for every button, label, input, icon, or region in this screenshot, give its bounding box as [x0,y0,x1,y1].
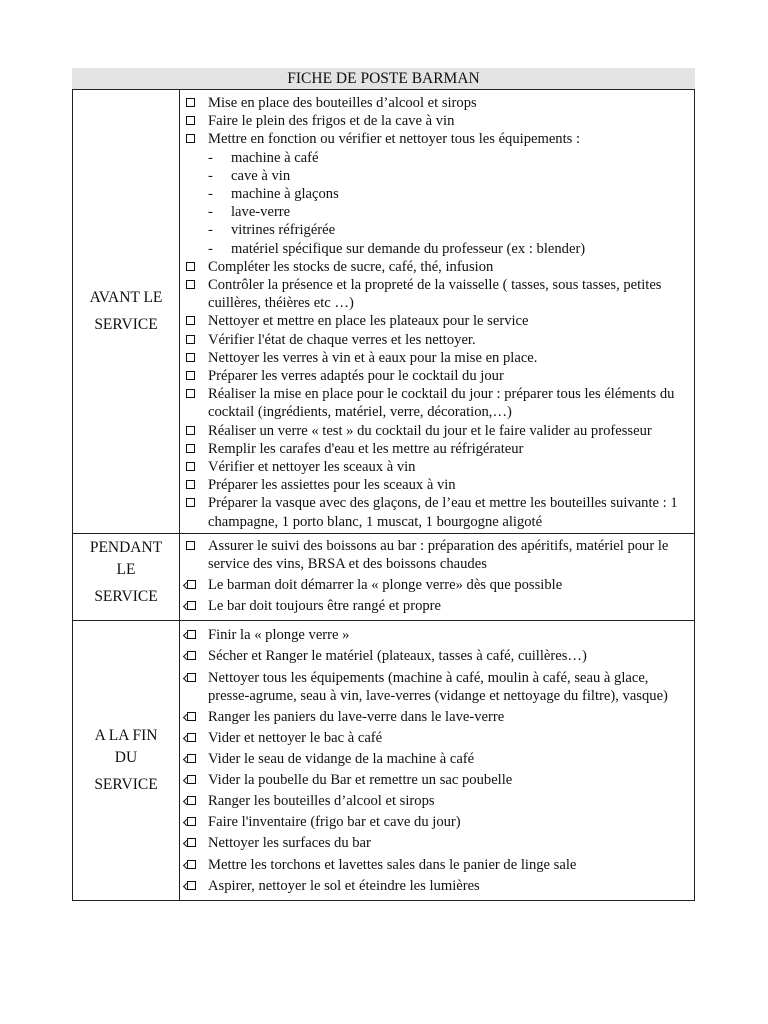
checkbox-square-icon [186,134,195,143]
equipment-item: - matériel spécifique sur demande du professeur (ex : blender) [208,240,586,257]
items-pendant [180,533,695,620]
checkbox-square-icon [186,389,195,398]
equipment-item: - vitrines réfrigérée [208,222,336,239]
list-item: Nettoyer tous les équipements (machine à café, moulin à café, seau à glace, presse-agrume, seau à vin, lave-verres (vidange et nettoyage du filtre), vasque) [208,669,688,705]
label-line: SERVICE [94,315,158,333]
list-item: Finir la « plonge verre » [208,626,688,644]
list-item: Contrôler la présence et la propreté de la vaisselle ( tasses, sous tasses, petites cuillères, théières etc …) [208,276,688,312]
checkbox-check-icon [184,651,197,661]
items-avant [180,90,695,534]
checkbox-check-icon [184,580,197,590]
sheet-title: FICHE DE POSTE BARMAN [72,68,695,89]
list-item: Le bar doit toujours être rangé et propre [208,597,688,615]
equipment-item: - machine à glaçons [208,186,339,203]
list-item: Préparer les assiettes pour les sceaux à vin [208,476,688,494]
checkbox-square-icon [186,98,195,107]
items-fin [180,621,695,900]
list-item: Préparer les verres adaptés pour le cocktail du jour [208,367,688,385]
job-sheet [72,68,695,901]
list-item: Nettoyer les verres à vin et à eaux pour la mise en place. [208,349,688,367]
checkbox-check-icon [184,775,197,785]
checkbox-check-icon [184,754,197,764]
list-item: Faire le plein des frigos et de la cave à vin [208,112,688,130]
list-item: Ranger les bouteilles d’alcool et sirops [208,792,688,810]
list-item: Assurer le suivi des boissons au bar : préparation des apéritifs, matériel pour le service des vins, BRSA et des boissons chaudes [208,537,688,573]
checkbox-check-icon [184,712,197,722]
list-item: Préparer la vasque avec des glaçons, de l’eau et mettre les bouteilles suivante : 1 champagne, 1 porto blanc, 1 muscat, 1 bourgogne aligoté [208,494,688,530]
list-item: Ranger les paniers du lave-verre dans le lave-verre [208,708,688,726]
checkbox-square-icon [186,335,195,344]
list-item: Le barman doit démarrer la « plonge verre» dès que possible [208,576,688,594]
list-item: Vider la poubelle du Bar et remettre un sac poubelle [208,771,688,789]
checkbox-check-icon [184,881,197,891]
checkbox-check-icon [184,673,197,683]
label-line: PENDANT [89,538,163,556]
checkbox-square-icon [186,371,195,380]
checkbox-square-icon [186,444,195,453]
checkbox-check-icon [184,630,197,640]
list-item: Réaliser la mise en place pour le cocktail du jour : préparer tous les éléments du cocktail (ingrédients, matériel, verre, décoration,…) [208,385,688,421]
checkbox-square-icon [186,426,195,435]
row-fin [73,621,695,900]
label-line: LE [116,560,136,578]
checkbox-square-icon [186,541,195,550]
list-item: Nettoyer les surfaces du bar [208,834,688,852]
list-item: Mise en place des bouteilles d’alcool et sirops [208,94,688,112]
list-item: Remplir les carafes d'eau et les mettre au réfrigérateur [208,440,688,458]
checkbox-check-icon [184,796,197,806]
list-item: Mettre les torchons et lavettes sales dans le panier de linge sale [208,856,688,874]
label-line: AVANT LE [89,288,163,306]
checkbox-square-icon [186,116,195,125]
list-item: Vérifier l'état de chaque verres et les nettoyer. [208,331,688,349]
label-line: SERVICE [94,587,158,605]
list-item: Sécher et Ranger le matériel (plateaux, tasses à café, cuillères…) [208,647,688,665]
list-item: Vérifier et nettoyer les sceaux à vin [208,458,688,476]
checkbox-square-icon [186,462,195,471]
checkbox-check-icon [184,838,197,848]
checkbox-check-icon [184,860,197,870]
label-fin [73,621,180,900]
list-item: Vider et nettoyer le bac à café [208,729,688,747]
label-line: A LA FIN [94,727,158,745]
equipment-item: - lave-verre [208,204,291,221]
checkbox-square-icon [186,280,195,289]
list-item: Mettre en fonction ou vérifier et nettoyer tous les équipements : [208,130,688,148]
list-item: Aspirer, nettoyer le sol et éteindre les lumières [208,877,688,895]
equipment-item: - cave à vin [208,167,291,184]
label-pendant [73,533,180,620]
checkbox-square-icon [186,498,195,507]
checkbox-check-icon [184,601,197,611]
duty-table [72,89,695,901]
list-item: Compléter les stocks de sucre, café, thé, infusion [208,258,688,276]
list-item: Nettoyer et mettre en place les plateaux pour le service [208,312,688,330]
row-pendant [73,533,695,620]
equipment-item: - machine à café [208,149,319,166]
checkbox-square-icon [186,262,195,271]
list-item: Faire l'inventaire (frigo bar et cave du jour) [208,813,688,831]
checkbox-check-icon [184,817,197,827]
label-line: DU [114,749,138,767]
checkbox-square-icon [186,353,195,362]
checkbox-square-icon [186,316,195,325]
row-avant [73,90,695,534]
checkbox-square-icon [186,480,195,489]
list-item: Réaliser un verre « test » du cocktail du jour et le faire valider au professeur [208,422,688,440]
label-avant [73,90,180,534]
checkbox-check-icon [184,733,197,743]
label-line: SERVICE [94,776,158,794]
list-item: Vider le seau de vidange de la machine à café [208,750,688,768]
